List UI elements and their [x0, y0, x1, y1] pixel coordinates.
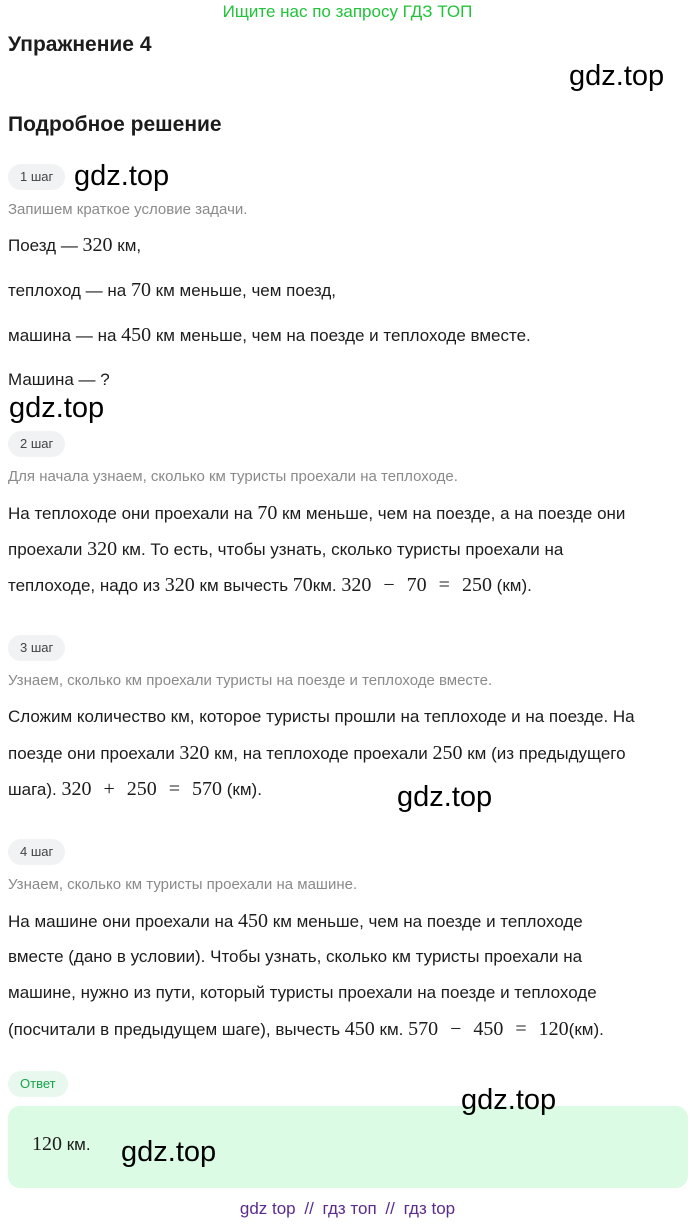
condition-line: теплоход — на 70 км меньше, чем поезд, — [8, 279, 336, 301]
step-text: проехали 320 км. То есть, чтобы узнать, сколько туристы проехали на — [8, 538, 564, 560]
search-banner: Ищите нас по запросу ГДЗ ТОП — [222, 2, 473, 21]
step-hint: Запишем краткое условие задачи. — [8, 201, 248, 218]
step-text: поезде они проехали 320 км, на теплоходе проехали 250 км (из предыдущего — [8, 742, 626, 764]
equation: 570 − 450 = 120(км). — [408, 1018, 604, 1040]
watermark: gdz.top — [569, 60, 665, 92]
step-text: теплоходе, надо из 320 км вычесть 70км. 320 − 70 = 250 (км). — [8, 574, 532, 596]
step-text: (посчитали в предыдущем шаге), вычесть 450 км. 570 − 450 = 120(км). — [8, 1018, 604, 1040]
step-badge: 2 шаг — [8, 431, 65, 457]
equation: 320 + 250 = 570 (км). — [61, 778, 262, 800]
answer-badge: Ответ — [8, 1071, 68, 1097]
section-title: Подробное решение — [8, 113, 222, 136]
footer-link[interactable]: gdz top — [239, 1199, 296, 1218]
condition-line: Поезд — 320 км, — [8, 234, 142, 256]
answer-value: 120 км. — [32, 1133, 91, 1155]
step-text: На машине они проехали на 450 км меньше, чем на поезде и теплоходе — [8, 910, 583, 932]
step-text: шага). 320 + 250 = 570 (км). — [8, 778, 262, 800]
footer-separator: // — [304, 1199, 314, 1218]
step-badge: 3 шаг — [8, 635, 65, 661]
step-text: вместе (дано в условии). Чтобы узнать, сколько км туристы проехали на — [8, 947, 583, 966]
equation: 320 − 70 = 250 (км). — [341, 574, 532, 596]
watermark: gdz.top — [397, 781, 493, 813]
footer-link[interactable]: гдз top — [403, 1199, 456, 1218]
step-hint: Узнаем, сколько км проехали туристы на поезде и теплоходе вместе. — [8, 672, 493, 689]
watermark: gdz.top — [121, 1136, 217, 1168]
step-text: машине, нужно из пути, который туристы проехали на поезде и теплоходе — [8, 983, 597, 1002]
page-title: Упражнение 4 — [8, 33, 152, 56]
answer-box — [8, 1106, 688, 1188]
watermark: gdz.top — [461, 1084, 557, 1116]
condition-line: машина — на 450 км меньше, чем на поезде и теплоходе вместе. — [8, 324, 531, 346]
watermark: gdz.top — [9, 392, 105, 424]
step-badge: 4 шаг — [8, 839, 65, 865]
step-text: Сложим количество км, которое туристы прошли на теплоходе и на поезде. На — [8, 707, 635, 726]
step-hint: Узнаем, сколько км туристы проехали на машине. — [8, 876, 358, 893]
step-badge: 1 шаг — [8, 164, 65, 190]
watermark: gdz.top — [74, 160, 170, 192]
footer-link[interactable]: гдз топ — [322, 1199, 377, 1218]
footer-separator: // — [385, 1199, 395, 1218]
step-hint: Для начала узнаем, сколько км туристы проехали на теплоходе. — [8, 468, 458, 485]
step-text: На теплоходе они проехали на 70 км меньше, чем на поезде, а на поезде они — [8, 502, 626, 524]
footer-links — [0, 1199, 695, 1219]
condition-line: Машина — ? — [8, 370, 110, 389]
